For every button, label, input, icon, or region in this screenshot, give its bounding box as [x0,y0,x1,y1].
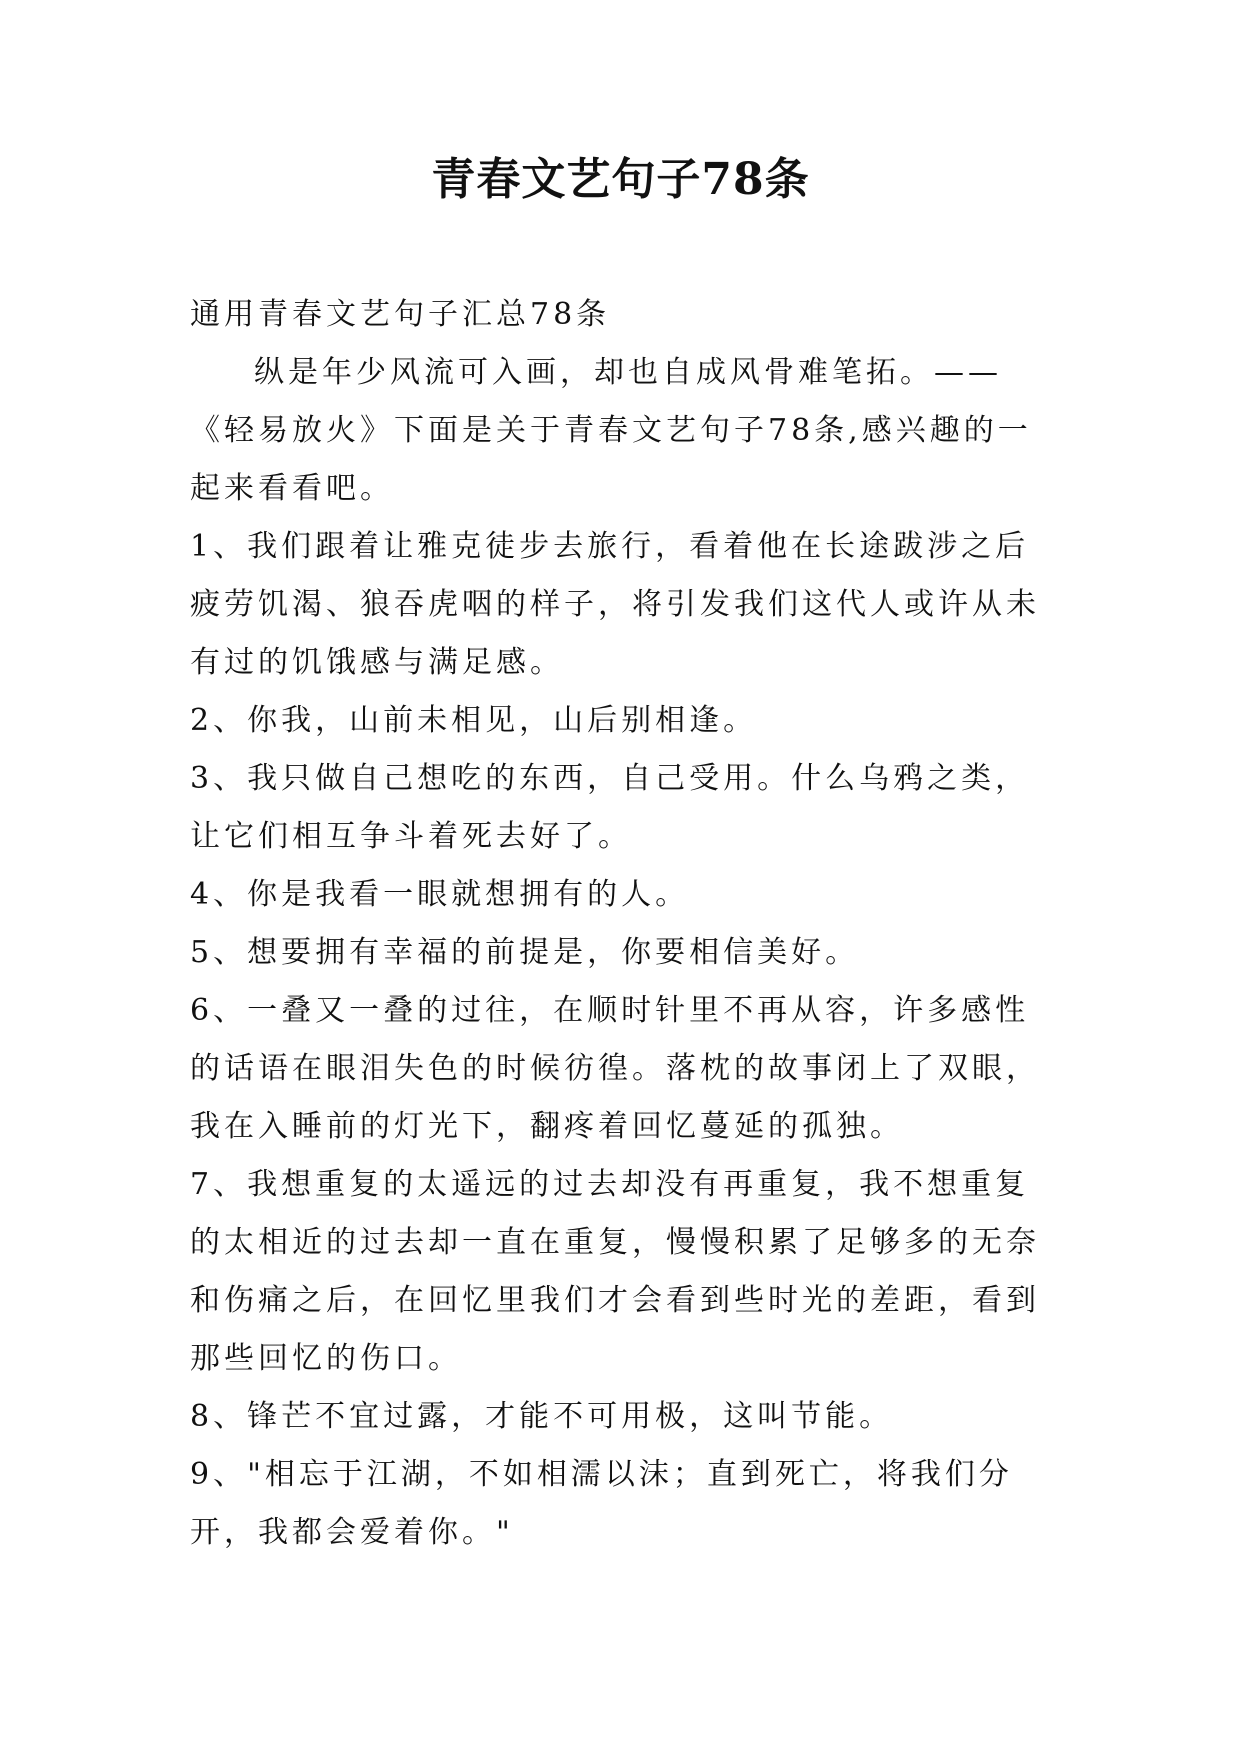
intro-paragraph: 纵是年少风流可入画，却也自成风骨难笔拓。——《轻易放火》下面是关于青春文艺句子78条,感兴趣的一起来看看吧。 [190,355,1032,506]
list-item: 1、我们跟着让雅克徒步去旅行，看着他在长途跋涉之后疲劳饥渴、狼吞虎咽的样子，将引发我们这代人或许从未有过的饥饿感与满足感。 [190,529,1040,680]
list-item: 7、我想重复的太遥远的过去却没有再重复，我不想重复的太相近的过去却一直在重复，慢慢积累了足够多的无奈和伤痛之后，在回忆里我们才会看到些时光的差距，看到那些回忆的伤口。 [190,1167,1040,1376]
list-item: 2、你我，山前未相见，山后别相逢。 [190,703,758,738]
list-item: 5、想要拥有幸福的前提是，你要相信美好。 [190,935,860,970]
list-item: 9、"相忘于江湖，不如相濡以沫；直到死亡，将我们分开，我都会爱着你。" [190,1457,1013,1550]
list-item: 8、锋芒不宜过露，才能不可用极，这叫节能。 [190,1399,894,1434]
list-item: 4、你是我看一眼就想拥有的人。 [190,877,690,912]
document-title: 青春文艺句子78条 [431,154,810,205]
list-item: 3、我只做自己想吃的东西，自己受用。什么乌鸦之类，让它们相互争斗着死去好了。 [190,761,1030,854]
subtitle-line: 通用青春文艺句子汇总78条 [190,297,611,332]
list-item: 6、一叠又一叠的过往，在顺时针里不再从容，许多感性的话语在眼泪失色的时候彷徨。落枕的故事闭上了双眼，我在入睡前的灯光下，翻疼着回忆蔓延的孤独。 [190,993,1040,1144]
document-body [190,286,1058,1562]
